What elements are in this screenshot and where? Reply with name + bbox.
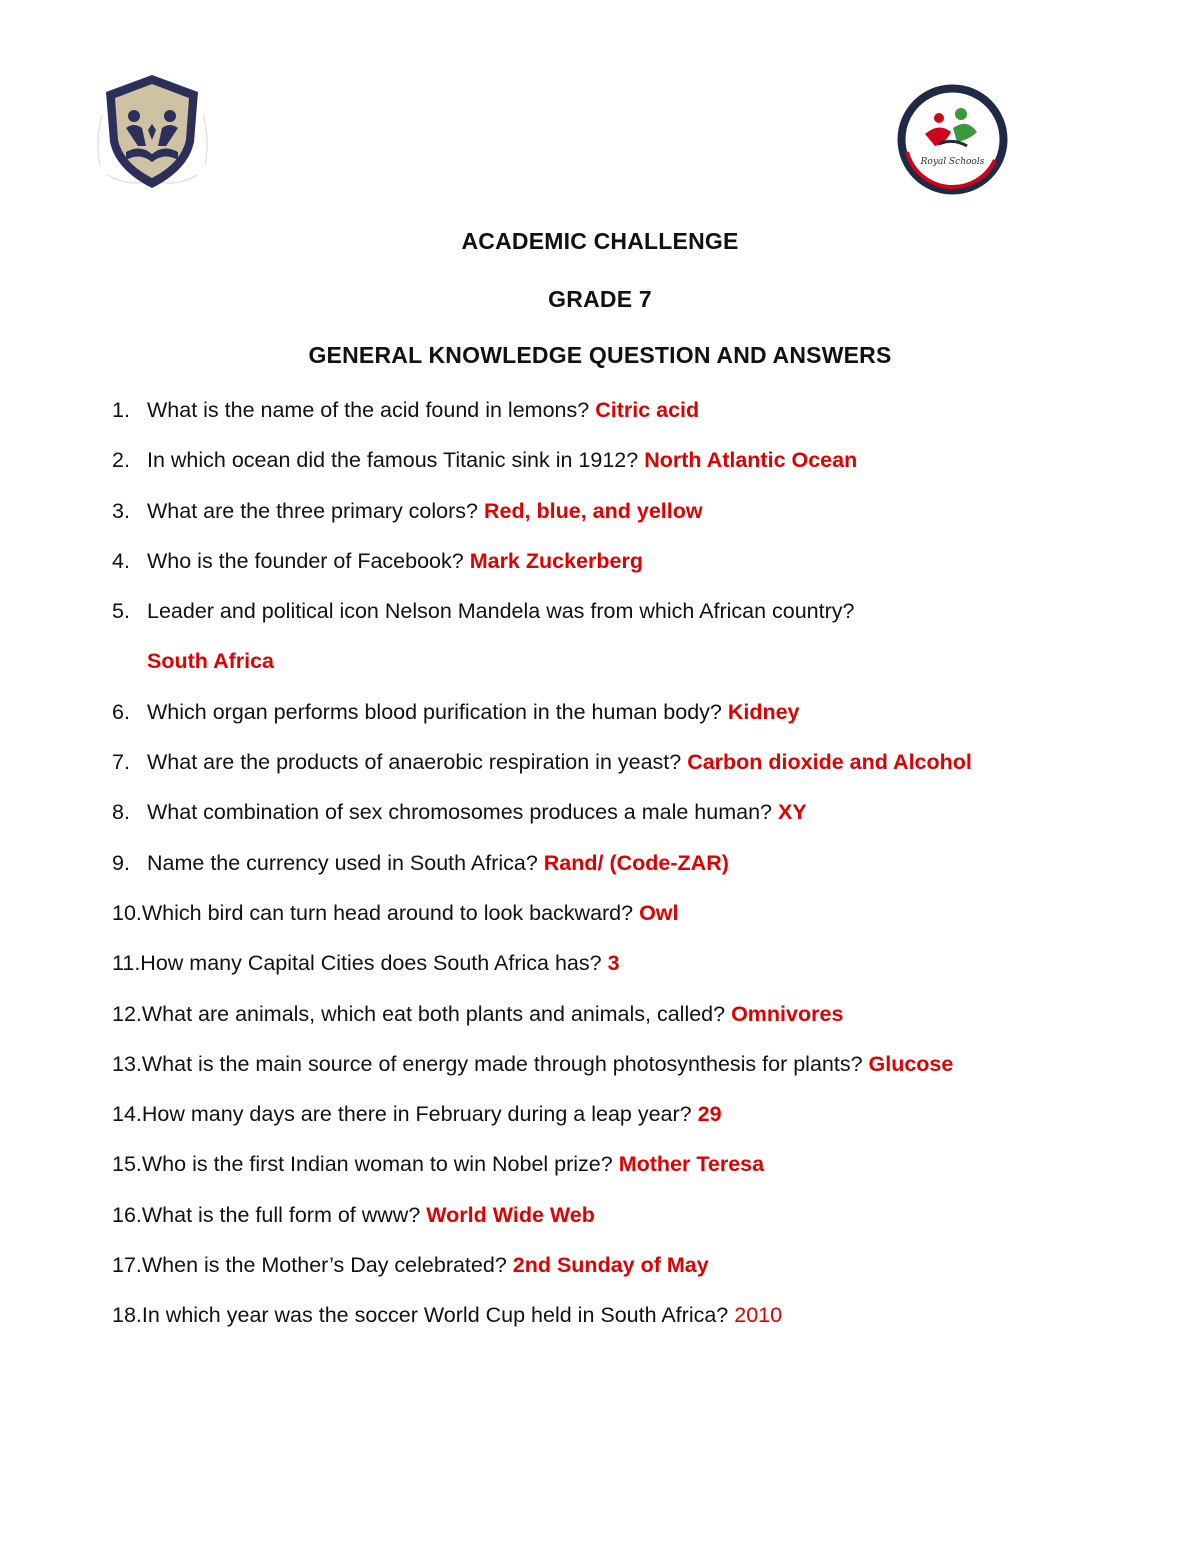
question-list <box>112 396 1152 1352</box>
question-number: 4. <box>112 548 130 573</box>
question-item <box>112 497 1152 547</box>
question-number: 11. <box>112 951 141 976</box>
answer-text: 3 <box>607 951 620 976</box>
answer-text: XY <box>777 800 807 825</box>
question-number: 7. <box>112 750 130 775</box>
question-number: 14. <box>112 1102 142 1127</box>
question-number: 6. <box>112 699 130 724</box>
question-item <box>112 798 1152 848</box>
answer-text: 29 <box>697 1102 722 1127</box>
school-shield-logo-icon <box>90 70 215 195</box>
answer-text: 2nd Sunday of May <box>512 1253 709 1278</box>
question-text: Who is the founder of Facebook? <box>147 548 470 573</box>
question-text: Name the currency used in South Africa? <box>147 850 544 875</box>
answer-text: 2010 <box>734 1303 783 1328</box>
answer-text: Mother Teresa <box>618 1152 765 1177</box>
question-item <box>112 1201 1152 1251</box>
question-number: 18. <box>112 1303 142 1328</box>
question-number: 9. <box>112 850 130 875</box>
page-title: ACADEMIC CHALLENGE <box>461 228 739 254</box>
answer-text: Citric acid <box>595 398 700 422</box>
question-item <box>112 1251 1152 1301</box>
answer-text: World Wide Web <box>426 1202 595 1227</box>
question-text: How many Capital Cities does South Africa has? <box>140 951 608 976</box>
question-item <box>112 899 1152 949</box>
question-number: 3. <box>112 498 130 523</box>
question-item-continuation <box>112 647 1152 697</box>
question-text: How many days are there in February during a leap year? <box>141 1102 698 1127</box>
answer-text: Carbon dioxide and Alcohol <box>687 750 972 775</box>
question-text: What are the three primary colors? <box>147 498 484 523</box>
question-text: When is the Mother’s Day celebrated? <box>141 1253 513 1278</box>
question-item <box>112 949 1152 999</box>
answer-text: Red, blue, and yellow <box>483 498 703 523</box>
question-number: 5. <box>112 599 130 624</box>
question-item <box>112 446 1152 496</box>
question-item <box>112 1000 1152 1050</box>
question-item <box>112 1100 1152 1150</box>
answer-text: Kidney <box>727 699 800 724</box>
question-item <box>112 547 1152 597</box>
question-item <box>112 1050 1152 1100</box>
question-item <box>112 1301 1152 1351</box>
answer-text: Mark Zuckerberg <box>469 548 643 573</box>
question-item <box>112 1150 1152 1200</box>
question-number: 2. <box>112 448 130 473</box>
question-text: What are the products of anaerobic respiration in yeast? <box>147 750 688 775</box>
question-item <box>112 597 1152 647</box>
answer-text: Rand/ (Code-ZAR) <box>543 850 729 875</box>
answer-text: South Africa <box>147 649 275 674</box>
question-item <box>112 748 1152 798</box>
question-number: 15. <box>112 1152 142 1177</box>
question-number: 16. <box>112 1202 142 1227</box>
question-number: 12. <box>112 1001 142 1026</box>
question-text: What is the name of the acid found in lemons? <box>147 398 596 422</box>
royal-schools-logo-icon <box>895 82 1010 197</box>
section-heading: GENERAL KNOWLEDGE QUESTION AND ANSWERS <box>308 342 892 368</box>
question-number: 1. <box>112 398 130 422</box>
question-number: 8. <box>112 800 130 825</box>
answer-text: Glucose <box>868 1051 954 1076</box>
question-text: What is the full form of www? <box>141 1202 427 1227</box>
question-text: Which bird can turn head around to look backward? <box>141 900 640 925</box>
answer-text: North Atlantic Ocean <box>644 448 858 473</box>
grade-heading: GRADE 7 <box>548 286 652 312</box>
question-text: Who is the first Indian woman to win Nobel prize? <box>141 1152 619 1177</box>
question-text: What are animals, which eat both plants and animals, called? <box>141 1001 732 1026</box>
logo-text: Royal Schools <box>920 157 985 167</box>
question-text: What combination of sex chromosomes produces a male human? <box>147 800 778 825</box>
question-text: What is the main source of energy made through photosynthesis for plants? <box>141 1051 869 1076</box>
answer-text: Omnivores <box>731 1001 844 1026</box>
question-text: Leader and political icon Nelson Mandela was from which African country? <box>147 599 855 624</box>
question-item <box>112 849 1152 899</box>
answer-text: Owl <box>639 900 679 925</box>
question-number: 13. <box>112 1051 142 1076</box>
question-text: In which ocean did the famous Titanic sink in 1912? <box>147 448 645 473</box>
question-text: In which year was the soccer World Cup held in South Africa? <box>141 1303 735 1328</box>
question-item <box>112 396 1152 446</box>
question-number: 17. <box>112 1253 142 1278</box>
question-number: 10. <box>112 900 142 925</box>
question-text: Which organ performs blood purification in the human body? <box>147 699 728 724</box>
question-item <box>112 698 1152 748</box>
